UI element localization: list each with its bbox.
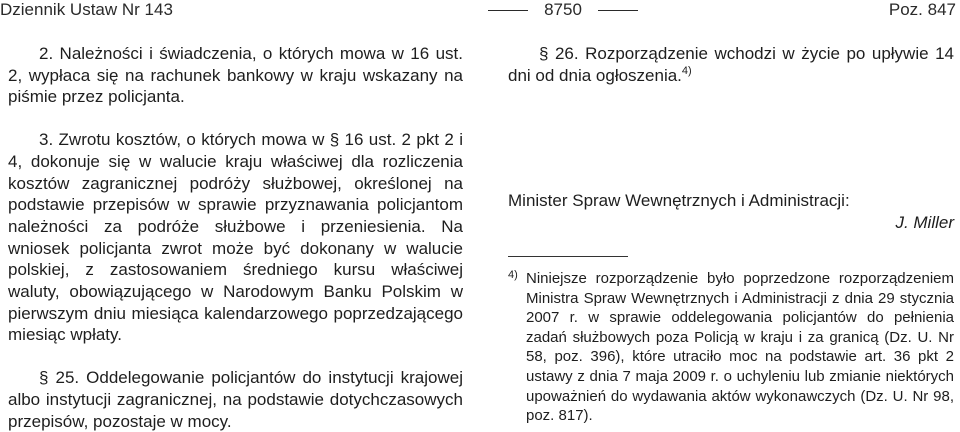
dash-right <box>598 10 638 11</box>
page-number-block <box>488 0 638 20</box>
dash-left <box>488 10 528 11</box>
footnote-reference: 4) <box>681 64 692 77</box>
signature-title: Minister Spraw Wewnętrznych i Administracji: <box>508 191 850 210</box>
journal-title: Dziennik Ustaw Nr 143 <box>0 0 173 19</box>
footnote-marker: 4) <box>508 269 518 281</box>
right-column <box>508 43 954 86</box>
position-number: Poz. 847 <box>888 0 956 19</box>
footnote-divider <box>508 256 628 257</box>
spacer <box>8 346 463 367</box>
footnote-text: Niniejsze rozporządzenie było poprzedzone rozporządzeniem Ministra Spraw Wewnętrznych i Administracji z dnia 29 stycznia 2007 r. w sprawie oddelegowania policjantów do pełnienia zadań służbowych poza Policją w kraju i za granicą (Dz. U. Nr 58, poz. 396), które utraciło moc na podstawie art. 36 pkt 2 ustawy z dnia 7 maja 2009 r. o uchyleniu lub zmianie niektórych upoważnień do wydawania aktów wykonawczych (Dz. U. Nr 98, poz. 817). <box>526 270 954 425</box>
spacer <box>8 108 463 129</box>
paragraph-item-3: 3. Zwrotu kosztów, o których mowa w § 16 ust. 2 pkt 2 i 4, dokonuje się w walucie kraju właściwej dla rozliczenia kosztów zagranicznej podróży służbowej, określonej na podstawie przepisów w sprawie przyznawania policjantom należności za podróże służbowe i przeniesienia. Na wniosek policjanta zwrot może być dokonany w walucie polskiej, z zastosowaniem średniego kursu właściwej waluty, obowiązującego w Narodowym Banku Polskim w pierwszym dniu miesiąca kalendarzowego poprzedzającego miesiąc wpłaty. <box>8 130 463 345</box>
left-column <box>8 43 463 432</box>
page-header <box>0 0 960 28</box>
section-26-text: § 26. Rozporządzenie wchodzi w życie po upływie 14 dni od dnia ogłoszenia. <box>508 44 954 85</box>
paragraph-item-2: 2. Należności i świadczenia, o których mowa w 16 ust. 2, wypłaca się na rachunek bankowy w kraju wskazany na piśmie przez policjanta. <box>8 44 463 107</box>
signature-name: J. Miller <box>895 213 954 232</box>
page-number: 8750 <box>544 0 582 19</box>
paragraph-section-25: § 25. Oddelegowanie policjantów do instytucji krajowej albo instytucji zagranicznej, na podstawie dotychczasowych przepisów, pozostaje w mocy. <box>8 368 463 431</box>
paragraph-section-26 <box>508 43 954 86</box>
footnote <box>508 269 954 426</box>
